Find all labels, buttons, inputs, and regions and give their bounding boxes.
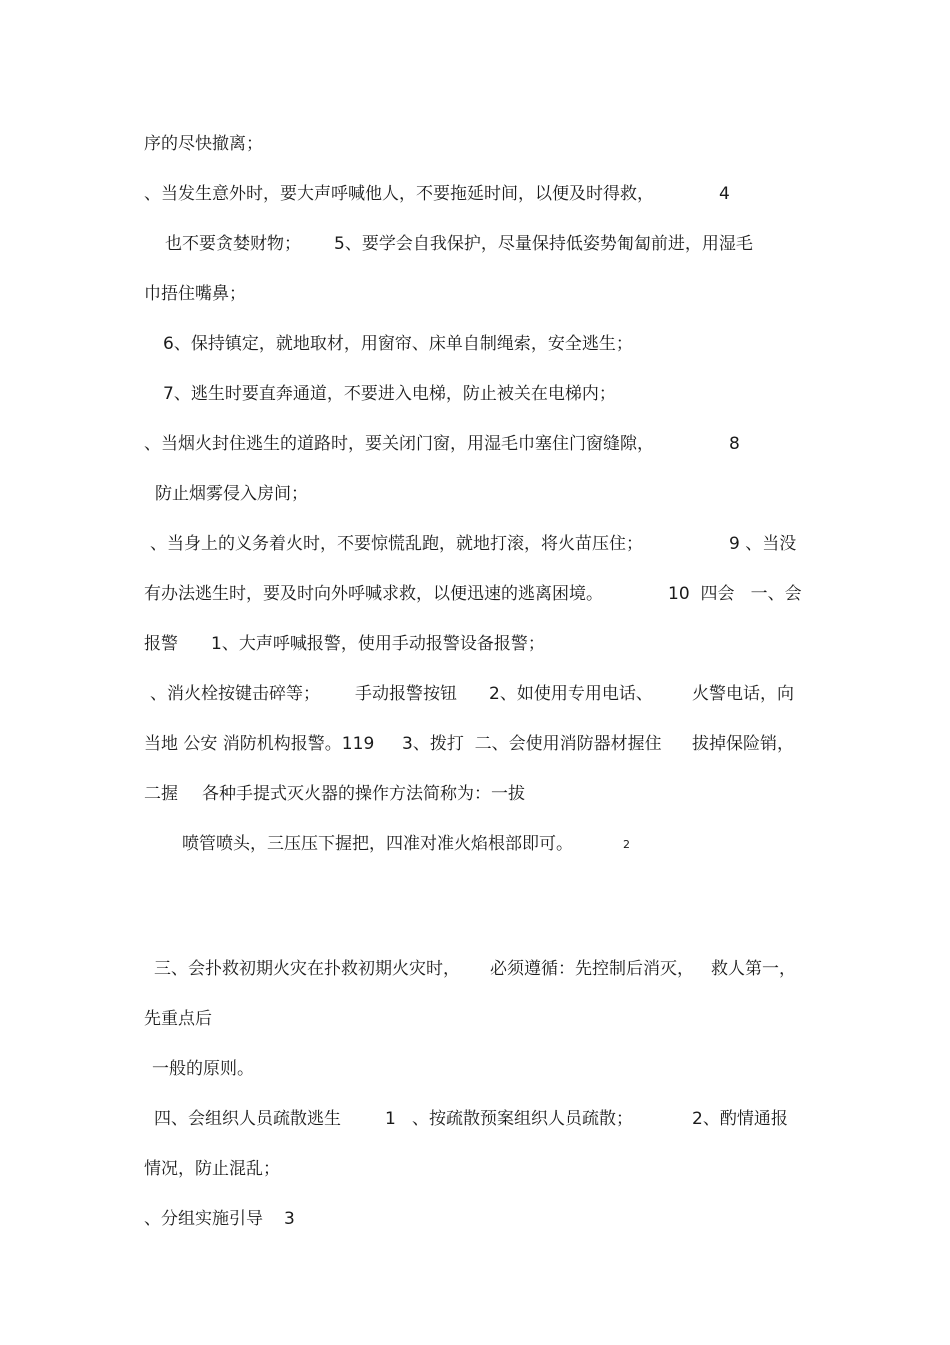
page-number: 2: [623, 838, 630, 851]
text-line: 3: [284, 1209, 295, 1229]
text-line: 5、要学会自我保护，尽量保持低姿势匍匐前进，用湿毛: [334, 234, 753, 254]
text-line: 、分组实施引导: [144, 1209, 263, 1229]
text-line: 有办法逃生时，要及时向外呼喊求救，以便迅速的逃离困境。: [144, 584, 603, 604]
text-line: 8: [729, 434, 740, 454]
text-line: 喷管喷头，三压压下握把，四准对准火焰根部即可。: [182, 834, 573, 854]
text-line: 2、酌情通报: [692, 1109, 788, 1129]
text-line: 手动报警按钮: [355, 684, 457, 704]
text-line: 1、大声呼喊报警，使用手动报警设备报警；: [211, 634, 545, 654]
text-line: 各种手提式灭火器的操作方法简称为：一拔: [202, 784, 525, 804]
text-line: 巾捂住嘴鼻；: [144, 284, 246, 304]
text-line: 四、会组织人员疏散逃生: [154, 1109, 341, 1129]
text-line: 救人第一，: [711, 959, 796, 979]
text-line: 火警电话，向: [692, 684, 794, 704]
text-line: 、当烟火封住逃生的道路时，要关闭门窗，用湿毛巾塞住门窗缝隙，: [144, 434, 654, 454]
text-line: 1: [385, 1109, 396, 1129]
text-line: 4: [719, 184, 730, 204]
text-line: 报警: [144, 634, 178, 654]
text-line: 10 四会 一、会: [668, 584, 802, 604]
text-line: 必须遵循：先控制后消灭，: [490, 959, 694, 979]
text-line: 、当身上的义务着火时，不要惊慌乱跑，就地打滚，将火苗压住；: [150, 534, 643, 554]
text-line: 拔掉保险销，: [692, 734, 794, 754]
text-line: 、按疏散预案组织人员疏散；: [412, 1109, 633, 1129]
text-line: 三、会扑救初期火灾在扑救初期火灾时，: [154, 959, 460, 979]
text-line: 7、逃生时要直奔通道，不要进入电梯，防止被关在电梯内；: [163, 384, 616, 404]
text-line: 先重点后: [144, 1009, 212, 1029]
text-line: 、当发生意外时，要大声呼喊他人，不要拖延时间，以便及时得救，: [144, 184, 654, 204]
text-line: 序的尽快撤离；: [144, 134, 263, 154]
text-line: 6、保持镇定，就地取材，用窗帘、床单自制绳索，安全逃生；: [163, 334, 633, 354]
text-line: 一般的原则。: [152, 1059, 254, 1079]
text-line: 9 、当没: [729, 534, 797, 554]
text-line: 防止烟雾侵入房间；: [155, 484, 308, 504]
text-line: 、消火栓按键击碎等；: [150, 684, 320, 704]
text-line: 情况，防止混乱；: [144, 1159, 280, 1179]
text-line: 2、如使用专用电话、: [489, 684, 653, 704]
text-line: 3、拨打 二、会使用消防器材握住: [402, 734, 662, 754]
text-line: 二握: [144, 784, 178, 804]
text-line: 当地 公安 消防机构报警。119: [144, 734, 375, 754]
text-line: 也不要贪婪财物；: [165, 234, 301, 254]
